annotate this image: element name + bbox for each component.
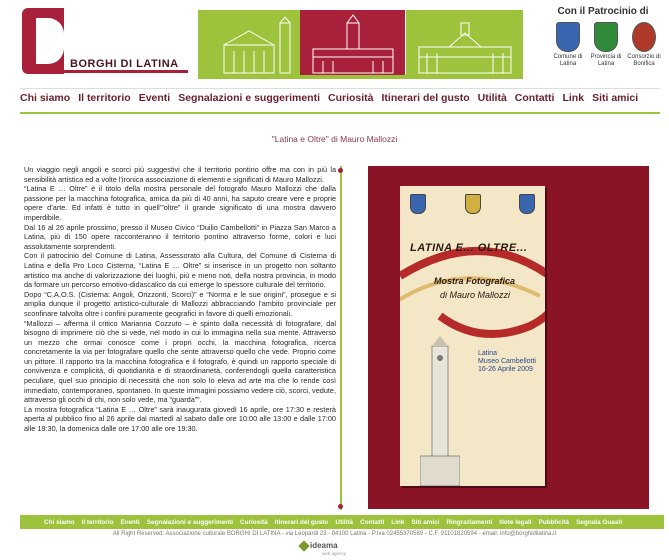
patron-label: Consorzio di Bonifica (627, 54, 661, 67)
content-divider (340, 166, 342, 510)
nav-divider-bottom (20, 112, 660, 114)
ideama-logo-icon (298, 540, 309, 551)
footer-link[interactable]: Segnala Guasti (576, 518, 623, 526)
divider-dot-icon (338, 504, 343, 509)
crest-icon (465, 194, 481, 214)
poster-dates: 16-26 Aprile 2009 (478, 366, 533, 373)
patron-provincia-latina[interactable] (586, 22, 626, 68)
footer-link[interactable]: Curiosità (240, 518, 268, 526)
footer-link[interactable]: Utilità (335, 518, 354, 526)
article-paragraph: “Latina E … Oltre” è il titolo della mostra personale del fotografo Mauro Mallozzi che dalla passione per la macchina fotografica, amica da più di 40 anni, ha saputo creare vere e proprie opere d’arte. Ed infatti è tutto in quell’”oltre” il grande significato di una mostra davvero imperdibile. (24, 184, 336, 222)
nav-utilita[interactable]: Utilità (477, 92, 507, 104)
consorzio-crest-icon (632, 22, 656, 52)
article-body (24, 165, 336, 434)
header-image-palace (406, 10, 523, 75)
footer-link[interactable]: Note legali (499, 518, 532, 526)
poster-crests (410, 194, 535, 214)
nav-divider-top (20, 88, 660, 89)
article-paragraph: Con il patrocinio del Comune di Latina, Assessorato alla Cultura, del Comune di Cisterna di Latina e della Pro Loco Cisterna, “Latina E … Oltre” si inserisce in un progetto non soltanto artistico ma anche di valorizzazione dei luoghi, più e meno noti, della nostra provincia, in modo da formare un percorso emotivo-didascalico da cui emerge lo spessore culturale del territorio. (24, 251, 336, 290)
header-image-townhall (300, 10, 405, 75)
nav-link[interactable]: Link (562, 92, 585, 104)
footer-link[interactable]: Il territorio (81, 518, 114, 526)
footer-copyright: All Right Reserved: Associazione culturale BORGHI DI LATINA - via Leopardi 23 - 04100 Latina - P.Iva 02455370589 - C.F. 91101820594 - email: info@borghidilatina.it (112, 531, 557, 537)
article-paragraph: Dal 16 al 26 aprile prossimo, presso il Museo Civico “Duilio Cambellotti” in Piazza San Marco a Latina, più di 150 opere racconteranno il territorio pontino attraverso forme, colori e luci assolutamente sorprendenti. (24, 222, 336, 251)
footer-link[interactable]: Chi siamo (44, 518, 75, 526)
footer-link[interactable]: Eventi (120, 518, 140, 526)
patron-consorzio-bonifica[interactable] (624, 22, 664, 68)
crest-icon (410, 194, 426, 214)
footer-agency-sub: web agency (322, 551, 347, 556)
poster-author: di Mauro Mallozzi (440, 290, 511, 300)
article-paragraph: Dopo “C.A.O.S. (Cisterna: Angoli, Orizzonti, Scorci)” e “Norma e le sue origini”, prosegue e si amplia dunque il progetto artistico-culturale di Mallozzi abbracciando l’ambito provinciale per sconfinare talvolta oltre i confini puramente geografici in favore di quelli emozionali. (24, 289, 336, 318)
patron-label: Provincia di Latina (590, 54, 622, 67)
article-paragraph: “Mallozzi – afferma il critico Marianna Cozzuto – è spinto dalla necessità di fotografare, dal bisogno di imprimere ciò che si vede, nel modo in cui lo immagina nella sua mente. Attraverso un mezzo che ormai conosce come i propri occhi, la macchina fotografica, ricerca concretamente la via per fotografare quello che sente attraverso quello che vede. Proprio come un pittore. Il rapporto tra la macchina fotografica e il fotografo, è quindi un rapporto speciale di convivenza e complicità, di quotidianità e di straordinarietà, conferendogli quella caratteristica peculiare, quel suo principio di necessità che non solo lo eleva ad arte ma che lo rende così immediato, contemporaneo, spontaneo. In queste immagini possiamo vedere ciò, scorci, vedute, attraverso gli occhi di chi, non solo vede, ma “guarda””. (24, 318, 336, 405)
footer-agency-name[interactable]: ideama (310, 541, 338, 550)
nav-itinerari-del-gusto[interactable]: Itinerari del gusto (381, 92, 470, 104)
footer-link[interactable]: Itinerari del gusto (274, 518, 329, 526)
patron-label: Comune di Latina (553, 54, 583, 67)
poster-title: LATINA E... OLTRE... (410, 242, 528, 254)
logo-text[interactable]: BORGHI DI LATINA (70, 58, 179, 70)
footer-link[interactable]: Pubblicità (538, 518, 570, 526)
nav-segnalazioni[interactable]: Segnalazioni e suggerimenti (178, 92, 320, 104)
header-divider (198, 75, 523, 79)
footer-link[interactable]: Segnalazioni e suggerimenti (146, 518, 233, 526)
footer-link[interactable]: Contatti (360, 518, 385, 526)
nav-contatti[interactable]: Contatti (514, 92, 555, 104)
patrocinio-title: Con il Patrocinio di (557, 6, 649, 17)
crest-icon (519, 194, 535, 214)
logo-mark[interactable] (22, 8, 64, 74)
article-paragraph: La mostra fotografica “Latina E … Oltre” sarà inaugurata giovedì 16 aprile, ore 17:30 e resterà aperta al pubblico fino al 26 aprile dal martedì al sabato dalle ore 10:00 alle 13:00 e dalle 17:00 alle 19:30, la domenica dalle ore 17:00 alle ore 19:30. (24, 404, 336, 434)
patron-comune-latina[interactable] (548, 22, 588, 68)
tower-icon (420, 336, 460, 486)
footer-nav (20, 515, 664, 529)
page-title: "Latina e Oltre" di Mauro Mallozzi (271, 134, 398, 144)
nav-siti-amici[interactable]: Siti amici (592, 92, 639, 104)
comune-crest-icon (556, 22, 580, 52)
nav-il-territorio[interactable]: Il territorio (78, 92, 131, 104)
poster-venue (478, 350, 542, 374)
poster-city: Latina (478, 350, 498, 357)
nav-curiosita[interactable]: Curiosità (328, 92, 374, 104)
divider-dot-icon (338, 168, 343, 173)
header-image-church (198, 10, 315, 75)
poster-museum: Museo Cambellotti (478, 358, 536, 365)
footer-link[interactable]: Ringraziamenti (446, 518, 493, 526)
exhibition-poster[interactable] (400, 186, 545, 486)
logo-underline (58, 70, 188, 73)
footer-link[interactable]: Siti amici (411, 518, 440, 526)
nav-eventi[interactable]: Eventi (138, 92, 171, 104)
main-nav (20, 92, 660, 110)
article-paragraph: Un viaggio negli angoli e scorci più suggestivi che il territorio pontino offre ma con in più la sensibilità artistica ed a volte l'ironica associazione di elementi e significati di Mauro Mallozzi. (24, 165, 336, 184)
poster-subtitle: Mostra Fotografica (434, 276, 516, 286)
footer-link[interactable]: Link (391, 518, 405, 526)
nav-chi-siamo[interactable]: Chi siamo (20, 92, 71, 104)
provincia-crest-icon (594, 22, 618, 52)
